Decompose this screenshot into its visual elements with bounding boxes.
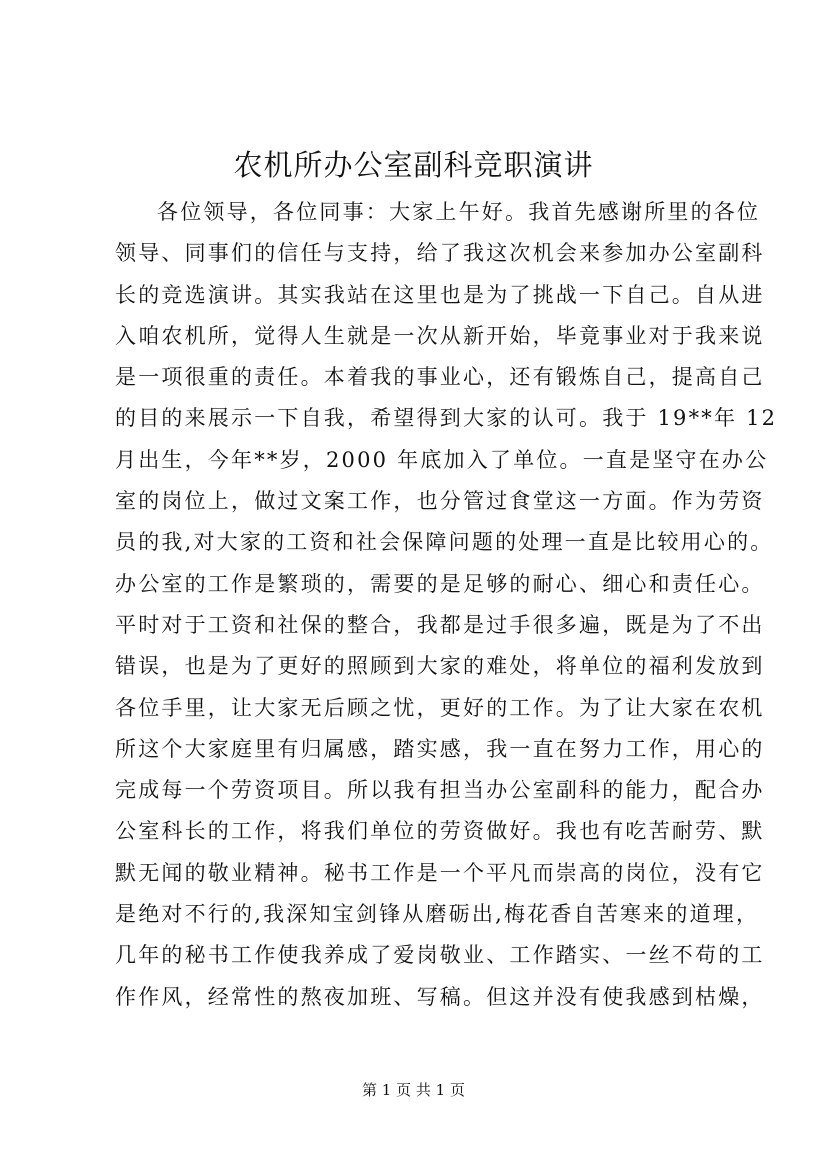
document-page: 农机所办公室副科竞职演讲 各位领导，各位同事：大家上午好。我首先感谢所里的各位 领导、同事们的信任与支持，给了我这次机会来参加办公室副科 长的竞选演讲。其实我站在这里也是为了挑战一下自己。自从进 入咱农机所，觉得人生就是一次从新开始，毕竟事业对于我来说 是一项很重的责任。本着我的事业心，还有锻炼自己，提高自己 的目的来展示一下自我，希望得到大家的认可。我于 19**年 12 月出生，今年**岁，2000 年底加入了单位。一直是坚守在办公 室的岗位上，做过文案工作，也分管过食堂这一方面。作为劳资 员的我,对大家的工资和社会保障问题的处理一直是比较用心的。 办公室的工作是繁琐的，需要的是足够的耐心、细心和责任心。 平时对于工资和社保的整合，我都是过手很多遍，既是为了不出 错误，也是为了更好的照顾到大家的难处，将单位的福利发放到 各位手里，让大家无后顾之忧，更好的工作。为了让大家在农机 所这个大家庭里有归属感，踏实感，我一直在努力工作，用心的 完成每一个劳资项目。所以我有担当办公室副科的能力，配合办 公室科长的工作，将我们单位的劳资做好。我也有吃苦耐劳、默 默无闻的敬业精神。秘书工作是一个平凡而崇高的岗位，没有它 是绝对不行的,我深知宝剑锋从磨砺出,梅花香自苦寒来的道理， 几年的秘书工作使我养成了爱岗敬业、工作踏实、一丝不苟的工 作作风，经常性的熬夜加班、写稿。但这并没有使我感到枯燥， 第 1 页 共 1 页 [0,0,827,1170]
page-footer: 第 1 页 共 1 页 [362,1081,465,1099]
body-line: 各位领导，各位同事：大家上午好。我首先感谢所里的各位 [157,200,761,224]
document-title: 农机所办公室副科竞职演讲 [233,148,594,182]
